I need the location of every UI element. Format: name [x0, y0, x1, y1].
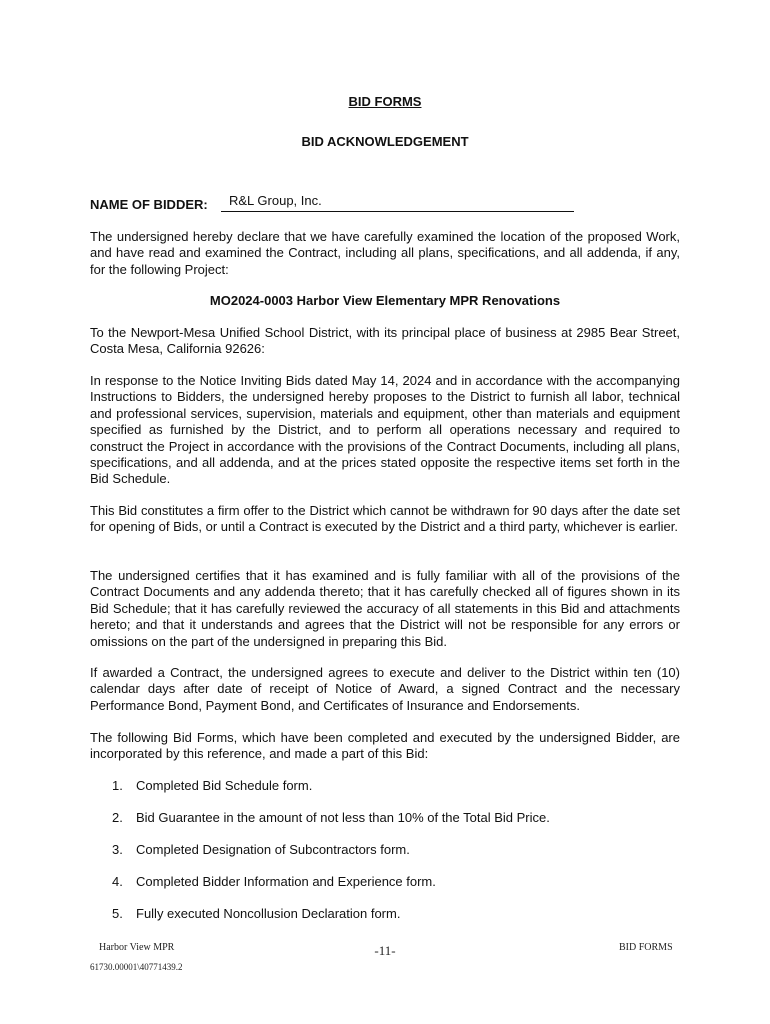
list-item-number: 4. — [112, 874, 123, 889]
footer-section-name: BID FORMS — [619, 942, 673, 953]
list-item-number: 2. — [112, 810, 123, 825]
list-item-text: Completed Bid Schedule form. — [136, 778, 313, 793]
project-title: MO2024-0003 Harbor View Elementary MPR Renovations — [209, 293, 561, 308]
list-item-number: 1. — [112, 778, 123, 793]
list-item-text: Completed Designation of Subcontractors form. — [136, 842, 410, 857]
certification-paragraph: The undersigned certifies that it has examined and is fully familiar with all of the provisions of the Contract Documents and any addenda thereto; that it has carefully checked all of figures shown in its Bid Schedule; that it has carefully reviewed the accuracy of all statements in this Bid and attachments hereto; and that it understands and agrees that the District will not be responsible for any errors or omissions on the part of the undersigned in preparing this Bid. — [90, 568, 680, 649]
bidder-name-label: NAME OF BIDDER: — [90, 197, 208, 212]
response-paragraph: In response to the Notice Inviting Bids dated May 14, 2024 and in accordance with the accompanying Instructions to Bidders, the undersigned hereby proposes to the District to furnish all labor, technical and professional services, supervision, materials and equipment, other than materials and equipment specified as furnished by the District, and to perform all operations necessary and required to construct the Project in accordance with the provisions of the Contract Documents, including all plans, specifications, and all addenda, and at the prices stated opposite the respective items set forth in the Bid Schedule. — [90, 373, 680, 487]
footer-project-name: Harbor View MPR — [99, 942, 175, 953]
list-item-number: 3. — [112, 842, 123, 857]
firm-offer-paragraph: This Bid constitutes a firm offer to the District which cannot be withdrawn for 90 days after the date set for opening of Bids, or until a Contract is executed by the District and a third party, whichever is earlier. — [90, 503, 680, 535]
forms-intro-paragraph: The following Bid Forms, which have been completed and executed by the undersigned Bidder, are incorporated by this reference, and made a part of this Bid: — [90, 730, 680, 762]
document-title: BID FORMS — [348, 94, 422, 109]
list-item-text: Completed Bidder Information and Experience form. — [136, 874, 436, 889]
intro-paragraph: The undersigned hereby declare that we have carefully examined the location of the proposed Work, and have read and examined the Contract, including all plans, specifications, and all addenda, if any, for the following Project: — [90, 229, 680, 277]
page-number: -11- — [374, 943, 396, 958]
list-item-text: Fully executed Noncollusion Declaration form. — [136, 906, 401, 921]
recipient-paragraph: To the Newport-Mesa Unified School District, with its principal place of business at 2985 Bear Street, Costa Mesa, California 92626: — [90, 325, 680, 357]
document-id: 61730.00001\40771439.2 — [90, 962, 183, 972]
bidder-name-row — [90, 190, 680, 216]
bidder-name-underline — [221, 211, 574, 212]
list-item-number: 5. — [112, 906, 123, 921]
list-item-text: Bid Guarantee in the amount of not less than 10% of the Total Bid Price. — [136, 810, 550, 825]
section-title: BID ACKNOWLEDGEMENT — [301, 134, 469, 149]
award-paragraph: If awarded a Contract, the undersigned agrees to execute and deliver to the District within ten (10) calendar days after date of receipt of Notice of Award, a signed Contract and the necessary Performance Bond, Payment Bond, and Certificates of Insurance and Endorsements. — [90, 665, 680, 713]
bidder-name-field[interactable]: R&L Group, Inc. — [229, 193, 322, 208]
